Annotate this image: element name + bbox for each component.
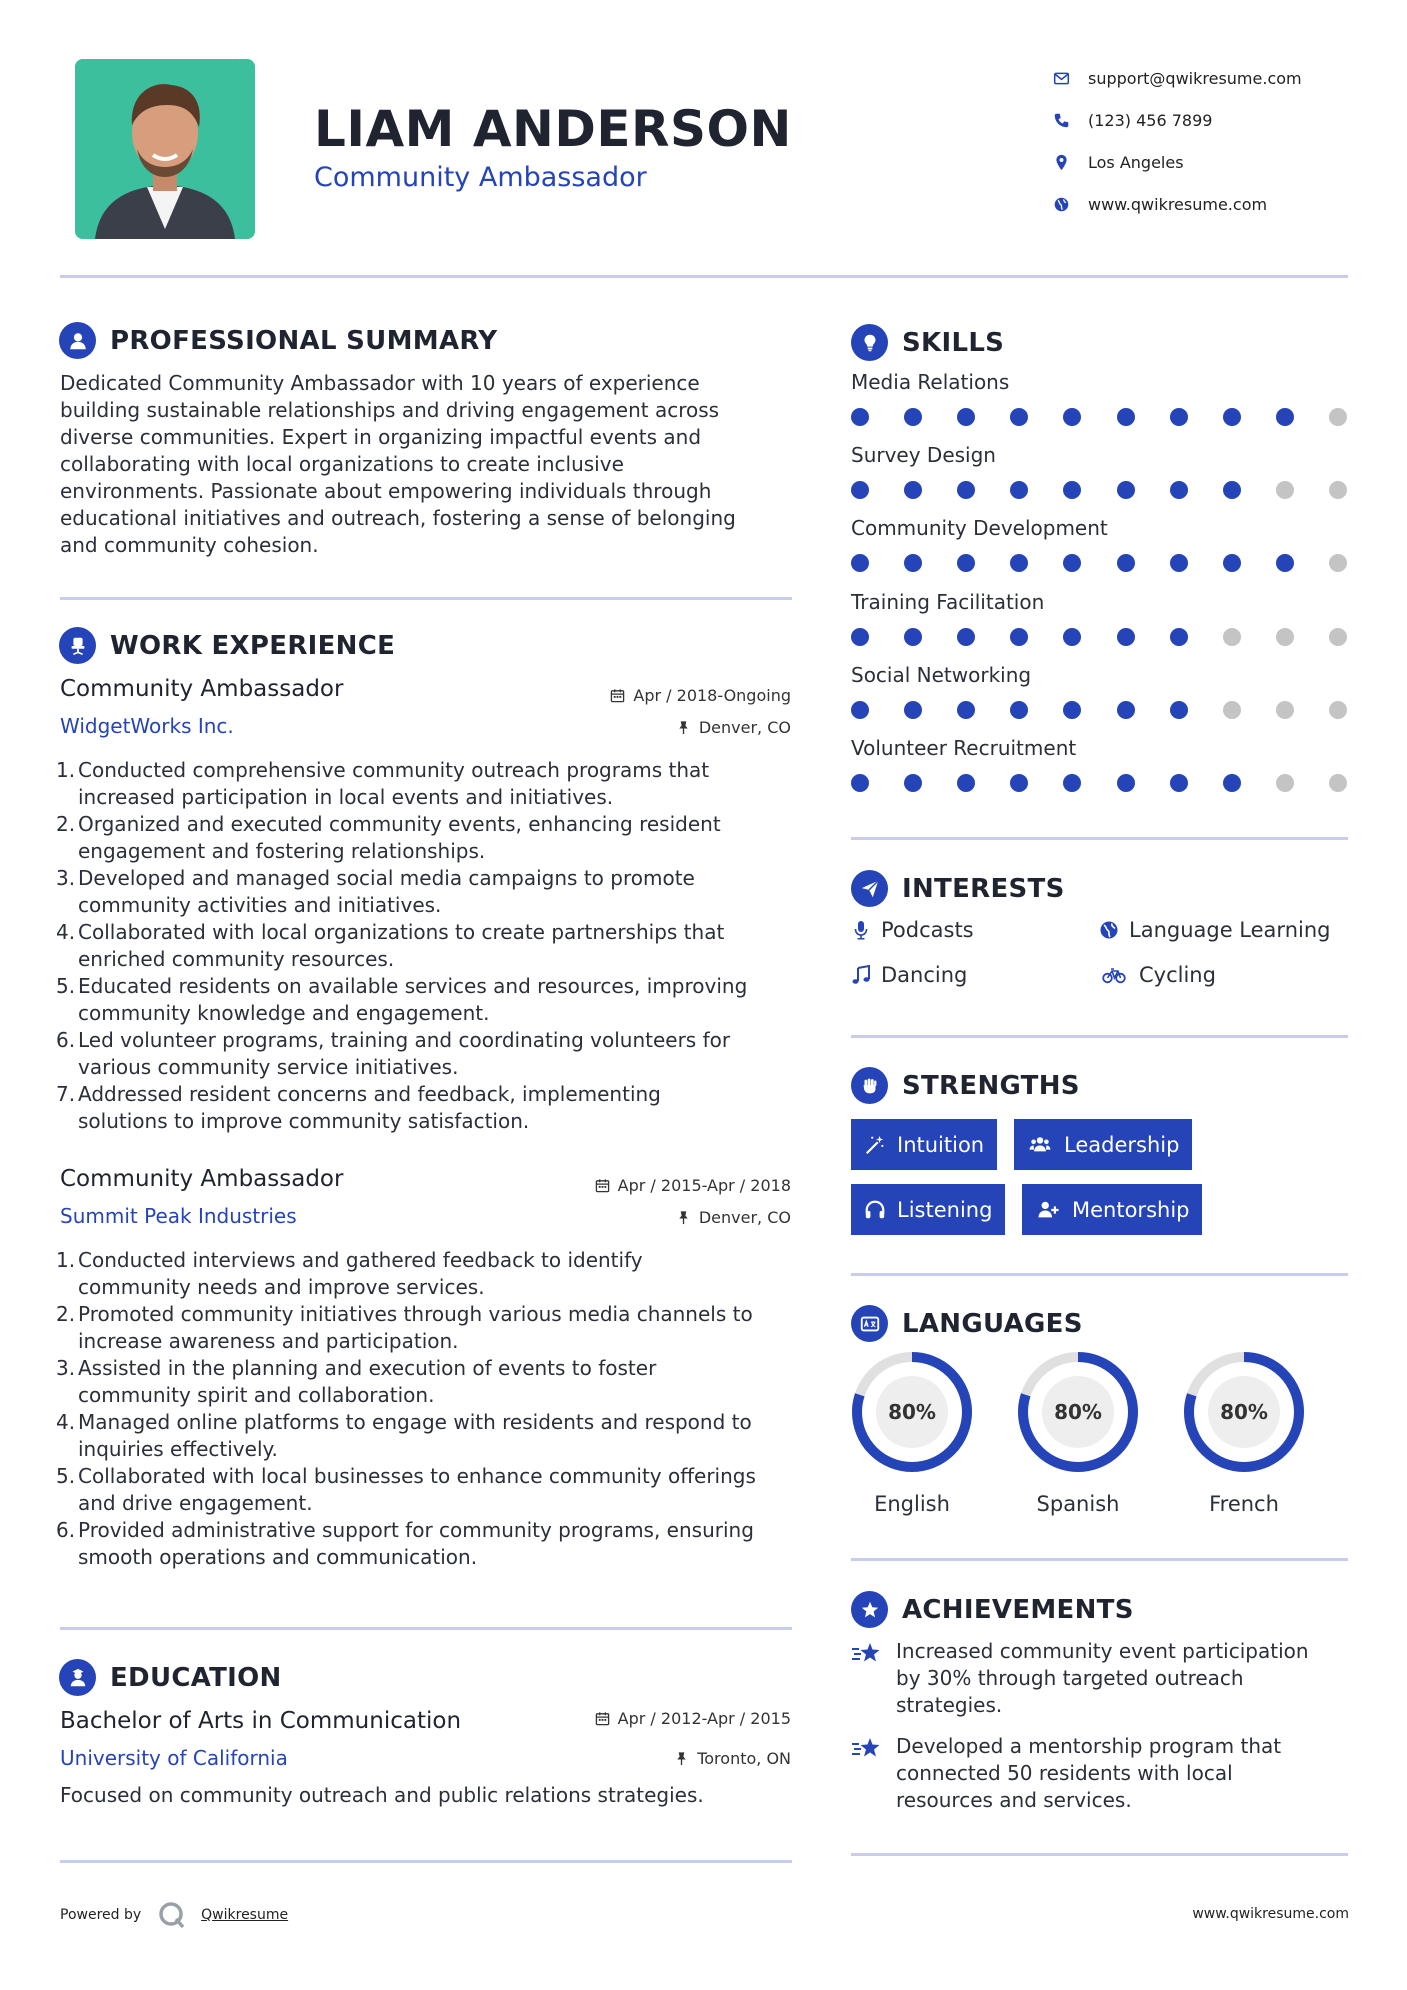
skill-dot-empty <box>1329 701 1347 719</box>
skill-dot-filled <box>1170 628 1188 646</box>
skill-dot-empty <box>1223 701 1241 719</box>
achievement-item: Developed a mentorship program that connected 50 residents with local resources and services. <box>851 1733 1361 1814</box>
star-badge-icon <box>859 1599 881 1621</box>
list-item: 6. Led volunteer programs, training and coordinating volunteers for various community service initiatives. <box>56 1028 731 1079</box>
magic-wand-icon <box>864 1134 886 1156</box>
skill-dot-filled <box>1063 701 1081 719</box>
skill-item: Survey Design <box>851 443 1351 501</box>
skill-rating <box>851 628 1351 648</box>
skill-item: Volunteer Recruitment <box>851 736 1351 794</box>
skill-dot-filled <box>904 774 922 792</box>
strength-tag-mentorship: Mentorship <box>1022 1184 1202 1235</box>
skill-dot-filled <box>1170 408 1188 426</box>
headphones-icon <box>864 1199 886 1221</box>
microphone-icon <box>851 920 871 940</box>
languages-heading: LANGUAGES <box>851 1305 1083 1342</box>
pushpin-icon <box>676 1210 691 1225</box>
footer-url[interactable]: www.qwikresume.com <box>1192 1906 1349 1922</box>
skill-dot-empty <box>1276 774 1294 792</box>
company-name: WidgetWorks Inc. <box>60 714 234 738</box>
list-item: 4. Managed online platforms to engage with residents and respond to inquiries effectively. <box>56 1410 752 1461</box>
skill-dot-filled <box>1010 408 1028 426</box>
skill-dot-filled <box>851 554 869 572</box>
skill-dot-empty <box>1223 628 1241 646</box>
skill-dot-filled <box>957 701 975 719</box>
language-progress-ring: 80% <box>850 1350 974 1474</box>
contact-location: Los Angeles <box>1050 141 1380 183</box>
lightbulb-icon <box>859 332 881 354</box>
user-icon <box>67 330 89 352</box>
job-location: Denver, CO <box>676 1208 791 1227</box>
contact-email[interactable]: support@qwikresume.com <box>1050 57 1380 99</box>
skill-rating <box>851 554 1351 574</box>
interest-cycling: Cycling <box>1099 963 1216 987</box>
experience-heading: WORK EXPERIENCE <box>59 627 395 664</box>
skill-dot-filled <box>1063 774 1081 792</box>
skills-heading: SKILLS <box>851 324 1004 361</box>
users-icon <box>1027 1134 1053 1156</box>
skill-dot-filled <box>1117 481 1135 499</box>
skill-dot-filled <box>1010 481 1028 499</box>
globe-icon <box>1053 196 1070 213</box>
skill-dot-empty <box>1329 481 1347 499</box>
section-divider <box>851 1035 1348 1038</box>
skill-rating <box>851 701 1351 721</box>
language-item: 80% Spanish <box>1016 1350 1140 1516</box>
paper-plane-icon <box>859 878 881 900</box>
skill-dot-empty <box>1329 628 1347 646</box>
skill-dot-filled <box>904 554 922 572</box>
bicycle-icon <box>1099 965 1129 985</box>
company-name: Summit Peak Industries <box>60 1204 297 1228</box>
skill-dot-empty <box>1276 481 1294 499</box>
person-avatar-icon <box>75 59 255 239</box>
language-progress-ring: 80% <box>1016 1350 1140 1474</box>
section-divider <box>60 1860 792 1863</box>
candidate-role: Community Ambassador <box>314 162 647 193</box>
user-plus-icon <box>1035 1199 1061 1221</box>
shooting-star-icon <box>851 1640 883 1668</box>
skill-rating <box>851 774 1351 794</box>
list-item: 2. Promoted community initiatives through various media channels to increase awareness and participation. <box>56 1302 753 1353</box>
skill-dot-filled <box>1117 774 1135 792</box>
education-description: Focused on community outreach and public relations strategies. <box>60 1783 704 1807</box>
section-divider <box>851 1853 1348 1856</box>
list-item: 6. Provided administrative support for community programs, ensuring smooth operations and communication. <box>56 1518 754 1569</box>
calendar-icon <box>610 688 625 703</box>
skill-rating <box>851 481 1351 501</box>
list-item: 1. Conducted interviews and gathered feedback to identify community needs and improve services. <box>56 1248 643 1299</box>
contact-website[interactable]: www.qwikresume.com <box>1050 183 1380 225</box>
achievement-item: Increased community event participation by 30% through targeted outreach strategies. <box>851 1638 1361 1719</box>
skill-dot-filled <box>1223 774 1241 792</box>
calendar-icon <box>595 1711 610 1726</box>
skill-dot-empty <box>1276 701 1294 719</box>
skill-dot-filled <box>904 408 922 426</box>
calendar-icon <box>595 1178 610 1193</box>
skill-dot-filled <box>904 481 922 499</box>
list-item: 7. Addressed resident concerns and feedback, implementing solutions to improve community satisfaction. <box>56 1082 661 1133</box>
skill-dot-filled <box>1117 701 1135 719</box>
skill-dot-filled <box>1117 554 1135 572</box>
job-location: Denver, CO <box>676 718 791 737</box>
skill-dot-filled <box>904 628 922 646</box>
skill-dot-filled <box>1170 774 1188 792</box>
summary-heading: PROFESSIONAL SUMMARY <box>59 322 497 359</box>
list-item: 5. Collaborated with local businesses to enhance community offerings and drive engagement. <box>56 1464 756 1515</box>
interest-language-learning: Language Learning <box>1099 918 1330 942</box>
interests-heading: INTERESTS <box>851 870 1065 907</box>
skill-item: Media Relations <box>851 370 1351 428</box>
skill-dot-filled <box>1063 481 1081 499</box>
office-chair-icon <box>67 635 89 657</box>
graduate-icon <box>67 1667 89 1689</box>
skill-item: Community Development <box>851 516 1351 574</box>
language-card-icon <box>859 1313 881 1335</box>
shooting-star-icon <box>851 1735 883 1763</box>
skill-dot-filled <box>1276 408 1294 426</box>
skill-dot-filled <box>957 408 975 426</box>
skill-item: Training Facilitation <box>851 590 1351 648</box>
skill-dot-filled <box>851 774 869 792</box>
list-item: 3. Developed and managed social media campaigns to promote community activities and initiatives. <box>56 866 695 917</box>
qwikresume-logo-icon <box>157 1900 187 1930</box>
header-divider <box>60 275 1348 278</box>
section-divider <box>851 837 1348 840</box>
skill-dot-filled <box>1063 408 1081 426</box>
profile-photo <box>75 59 255 239</box>
contact-phone[interactable]: (123) 456 7899 <box>1050 99 1380 141</box>
list-item: 2. Organized and executed community events, enhancing resident engagement and fostering relationships. <box>56 812 721 863</box>
interest-podcasts: Podcasts <box>851 918 974 942</box>
skill-dot-filled <box>957 628 975 646</box>
skill-dot-filled <box>851 628 869 646</box>
skill-dot-filled <box>851 481 869 499</box>
list-item: 4. Collaborated with local organizations to create partnerships that enriched community resources. <box>56 920 725 971</box>
list-item: 5. Educated residents on available services and resources, improving community knowledge and engagement. <box>56 974 748 1025</box>
skill-dot-filled <box>1117 628 1135 646</box>
strength-tag-intuition: Intuition <box>851 1119 997 1170</box>
skill-dot-filled <box>1276 554 1294 572</box>
map-pin-icon <box>1053 154 1070 171</box>
section-divider <box>60 1627 792 1630</box>
skill-dot-filled <box>904 701 922 719</box>
skill-dot-filled <box>1010 774 1028 792</box>
footer-brand-link[interactable]: Qwikresume <box>201 1907 289 1923</box>
footer-powered-by: Powered by Qwikresume <box>60 1900 288 1930</box>
globe-icon <box>1099 920 1119 940</box>
school-name: University of California <box>60 1746 288 1770</box>
language-progress-ring: 80% <box>1182 1350 1306 1474</box>
job-title: Community Ambassador <box>60 1166 344 1192</box>
skill-dot-filled <box>1223 481 1241 499</box>
section-divider <box>851 1273 1348 1276</box>
strength-tag-listening: Listening <box>851 1184 1005 1235</box>
skill-dot-filled <box>851 408 869 426</box>
fist-icon <box>859 1075 881 1097</box>
skill-dot-empty <box>1329 774 1347 792</box>
skill-dot-filled <box>1170 481 1188 499</box>
skill-dot-filled <box>1010 701 1028 719</box>
job-title: Community Ambassador <box>60 676 344 702</box>
education-date: Apr / 2012-Apr / 2015 <box>595 1709 791 1728</box>
degree-title: Bachelor of Arts in Communication <box>60 1708 462 1734</box>
strengths-heading: STRENGTHS <box>851 1067 1080 1104</box>
skill-dot-empty <box>1276 628 1294 646</box>
education-location: Toronto, ON <box>674 1749 791 1768</box>
contact-list <box>1050 57 1380 225</box>
education-heading: EDUCATION <box>59 1659 282 1696</box>
skill-dot-filled <box>957 554 975 572</box>
candidate-name: LIAM ANDERSON <box>314 100 792 158</box>
interest-dancing: Dancing <box>851 963 967 987</box>
skill-dot-empty <box>1329 408 1347 426</box>
envelope-icon <box>1053 70 1070 87</box>
skill-dot-filled <box>1117 408 1135 426</box>
section-divider <box>851 1558 1348 1561</box>
skill-dot-filled <box>1010 554 1028 572</box>
list-item: 1. Conducted comprehensive community outreach programs that increased participation in local events and initiatives. <box>56 758 710 809</box>
list-item: 3. Assisted in the planning and execution of events to foster community spirit and collaboration. <box>56 1356 657 1407</box>
skill-dot-filled <box>957 481 975 499</box>
skill-dot-filled <box>1223 408 1241 426</box>
language-item: 80% English <box>850 1350 974 1516</box>
music-note-icon <box>851 965 871 985</box>
skill-item: Social Networking <box>851 663 1351 721</box>
phone-icon <box>1053 112 1070 129</box>
skill-dot-filled <box>1170 554 1188 572</box>
job-date: Apr / 2018-Ongoing <box>610 686 791 705</box>
strength-tag-leadership: Leadership <box>1014 1119 1192 1170</box>
skill-dot-filled <box>1170 701 1188 719</box>
skill-dot-filled <box>1010 628 1028 646</box>
job-bullets <box>56 757 800 1135</box>
summary-text: Dedicated Community Ambassador with 10 years of experience building sustainable relationships and driving engagement across diverse communities. Expert in organizing impactful events and collaborating with local organizations to create inclusive environments. Passionate about empowering individuals through educational initiatives and outreach, fostering a sense of belonging and community cohesion. <box>60 371 736 557</box>
pushpin-icon <box>676 720 691 735</box>
skill-dot-filled <box>1223 554 1241 572</box>
skill-dot-filled <box>1063 554 1081 572</box>
language-item: 80% French <box>1182 1350 1306 1516</box>
pushpin-icon <box>674 1751 689 1766</box>
achievements-heading: ACHIEVEMENTS <box>851 1591 1134 1628</box>
job-bullets <box>56 1247 800 1571</box>
section-divider <box>60 597 792 600</box>
job-date: Apr / 2015-Apr / 2018 <box>595 1176 791 1195</box>
skill-dot-filled <box>1063 628 1081 646</box>
skill-dot-filled <box>957 774 975 792</box>
skill-rating <box>851 408 1351 428</box>
skill-dot-filled <box>851 701 869 719</box>
skill-dot-empty <box>1329 554 1347 572</box>
